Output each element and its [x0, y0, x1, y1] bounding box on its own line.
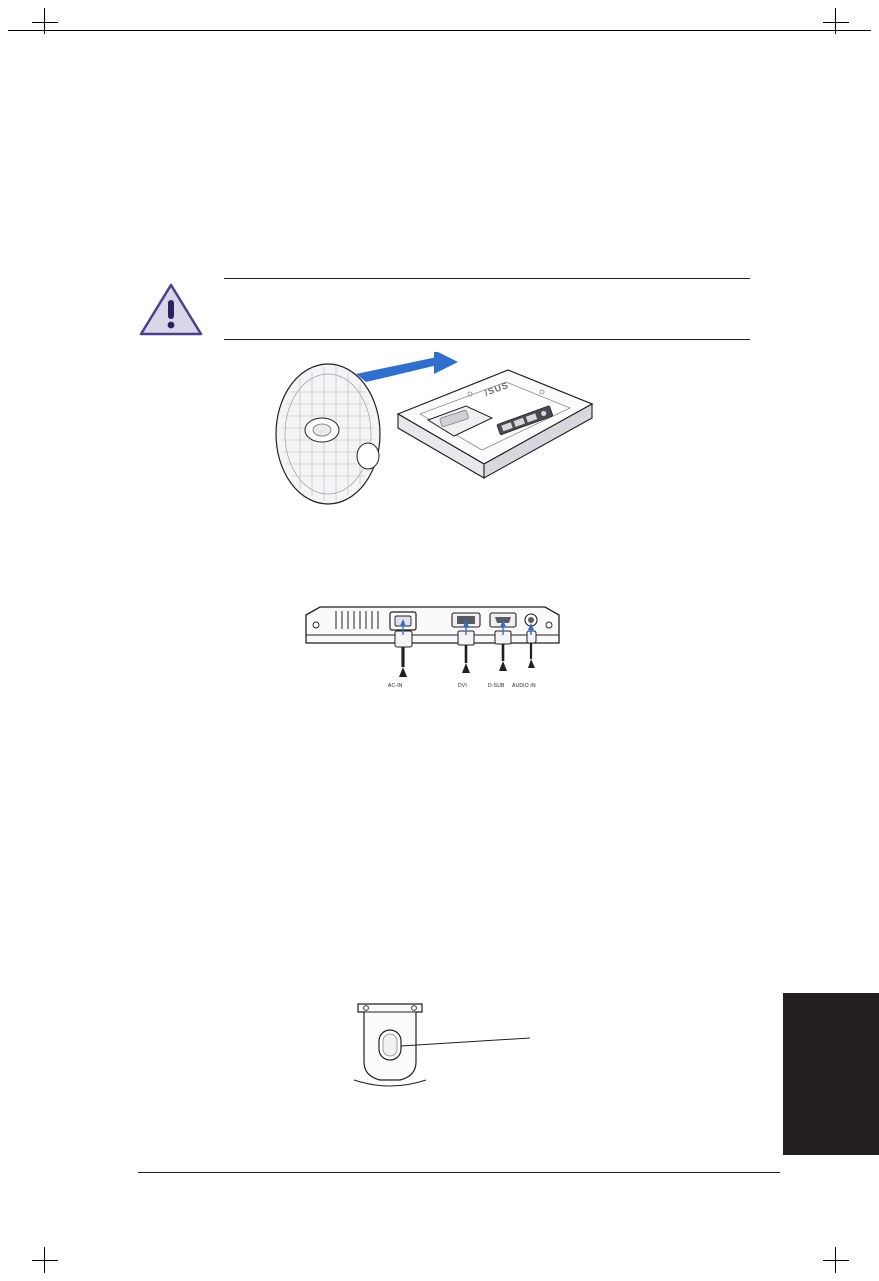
crop-mark-top-left-horizontal: [32, 22, 58, 23]
footer-rule: [138, 1172, 780, 1173]
warning-triangle-icon: [138, 282, 204, 338]
note-top-rule: [224, 278, 750, 279]
monitor-stand-assembly-illustration: [270, 352, 600, 520]
note-bottom-rule: [224, 339, 750, 340]
crop-mark-bottom-right-horizontal: [823, 1260, 849, 1261]
caution-note-block: [138, 272, 750, 344]
port-label-audio-in: AUDIO IN: [512, 683, 536, 689]
crop-mark-top-right-horizontal: [823, 22, 849, 23]
monitor-rear-ports-illustration: [300, 605, 565, 700]
assembly-arrow: [356, 352, 458, 382]
crop-mark-bottom-left-horizontal: [32, 1260, 58, 1261]
port-label-ac-in: AC-IN: [388, 683, 403, 689]
port-label-dvi: DVI: [458, 683, 467, 689]
stand-release-button-illustration: [330, 1000, 570, 1090]
svg-text:/SUS: /SUS: [483, 379, 511, 398]
port-label-d-sub: D-SUB: [488, 683, 505, 689]
chapter-thumb-tab: [783, 993, 879, 1155]
page-top-trim-rule: [8, 30, 871, 31]
